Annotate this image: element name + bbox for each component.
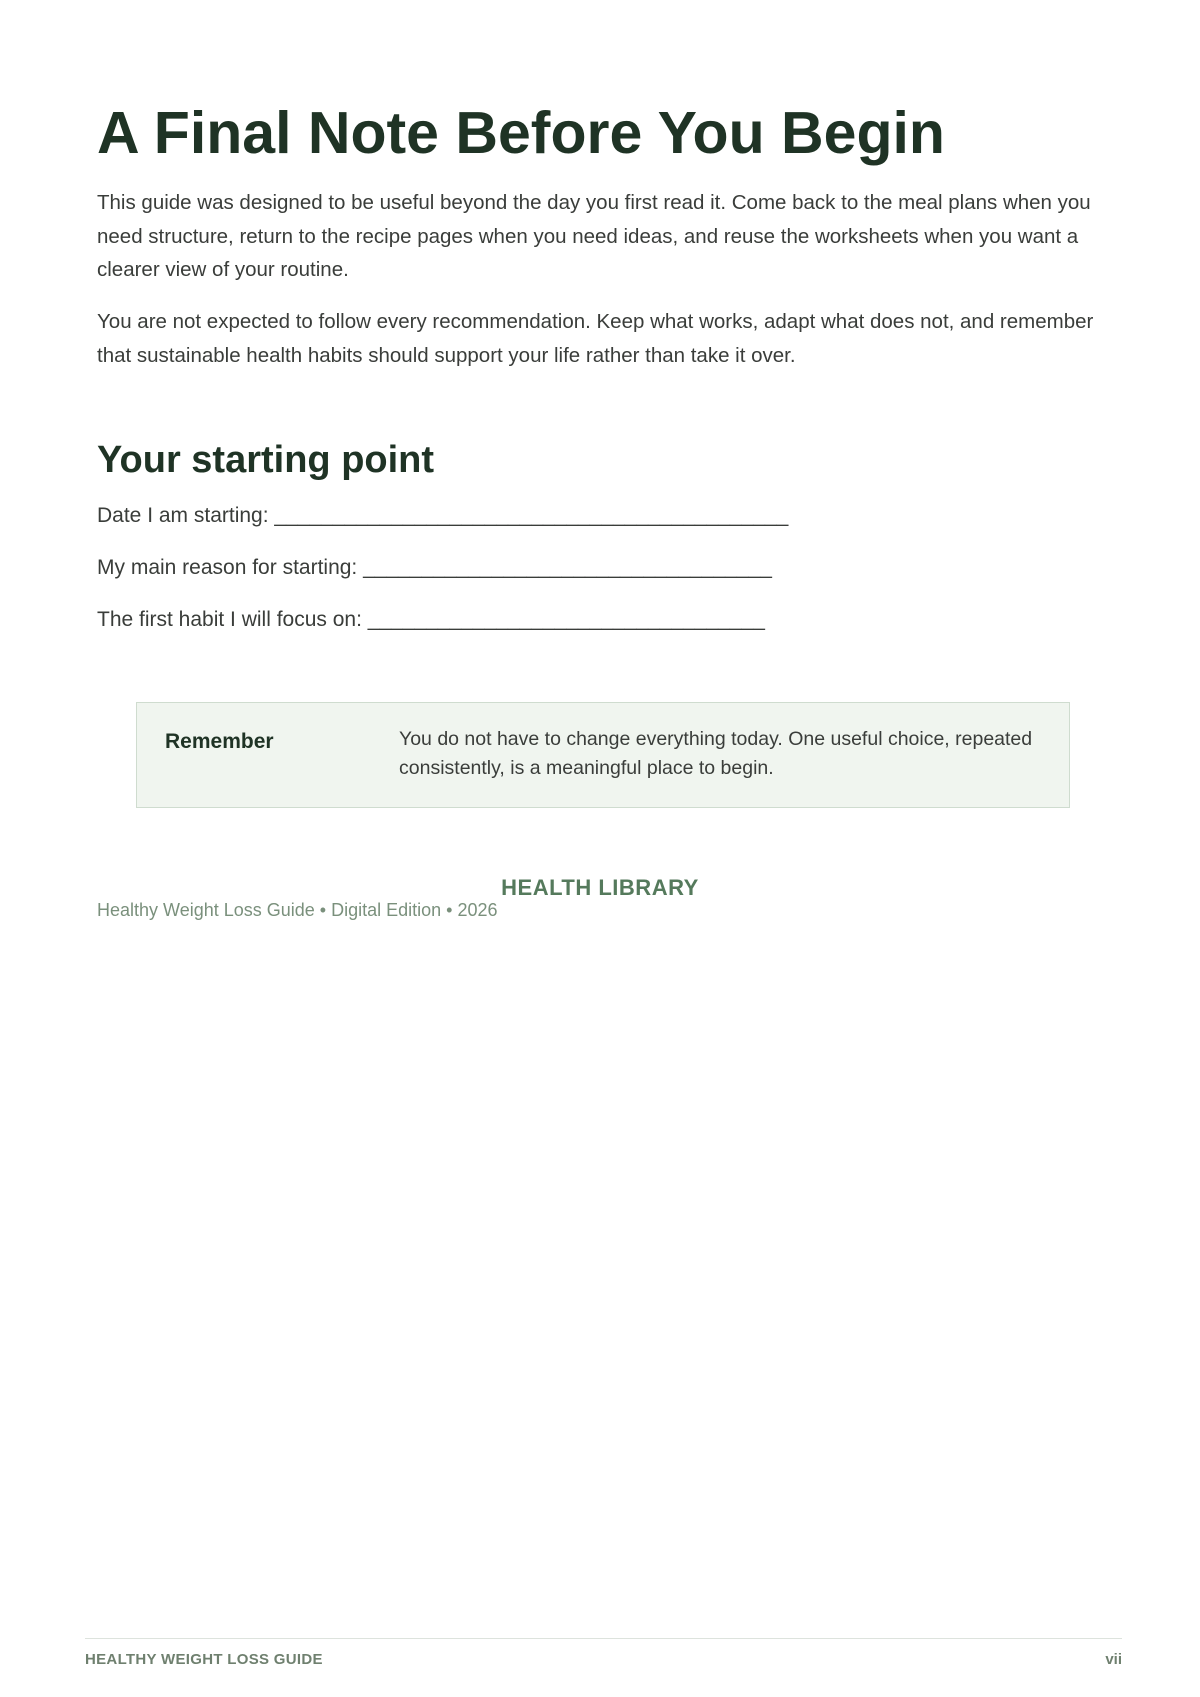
remember-callout <box>136 702 1070 808</box>
footer-title: HEALTHY WEIGHT LOSS GUIDE <box>85 1651 323 1668</box>
page-number: vii <box>1105 1651 1122 1668</box>
page-title: A Final Note Before You Begin <box>97 100 945 166</box>
start-date-field <box>97 501 788 531</box>
first-habit-field <box>97 605 765 635</box>
start-date-label: Date I am starting: <box>97 504 269 527</box>
starting-point-heading: Your starting point <box>97 439 435 481</box>
intro-paragraph: This guide was designed to be useful beyond the day you first read it. Come back to the meal plans when you need structure, return to the recipe pages when you need ideas, and reuse the worksheets when you want a clearer view of your routine. <box>97 191 1091 281</box>
callout-label: Remember <box>165 730 274 753</box>
footer-divider <box>85 1638 1122 1639</box>
main-reason-field <box>97 553 772 583</box>
first-habit-blank: __________________________________ <box>367 608 765 631</box>
main-reason-label: My main reason for starting: <box>97 556 358 579</box>
start-date-blank: ____________________________________________ <box>274 504 789 527</box>
callout-text: You do not have to change everything today. One useful choice, repeated consistently, is a meaningful place to begin. <box>399 728 1033 779</box>
health-library-brand: HEALTH LIBRARY <box>501 875 699 900</box>
first-habit-label: The first habit I will focus on: <box>97 608 362 631</box>
main-reason-blank: ___________________________________ <box>363 556 772 579</box>
guidance-paragraph: You are not expected to follow every recommendation. Keep what works, adapt what does not, and remember that sustainable health habits should support your life rather than take it over. <box>97 310 1094 367</box>
edition-line: Healthy Weight Loss Guide • Digital Edition • 2026 <box>97 900 498 920</box>
